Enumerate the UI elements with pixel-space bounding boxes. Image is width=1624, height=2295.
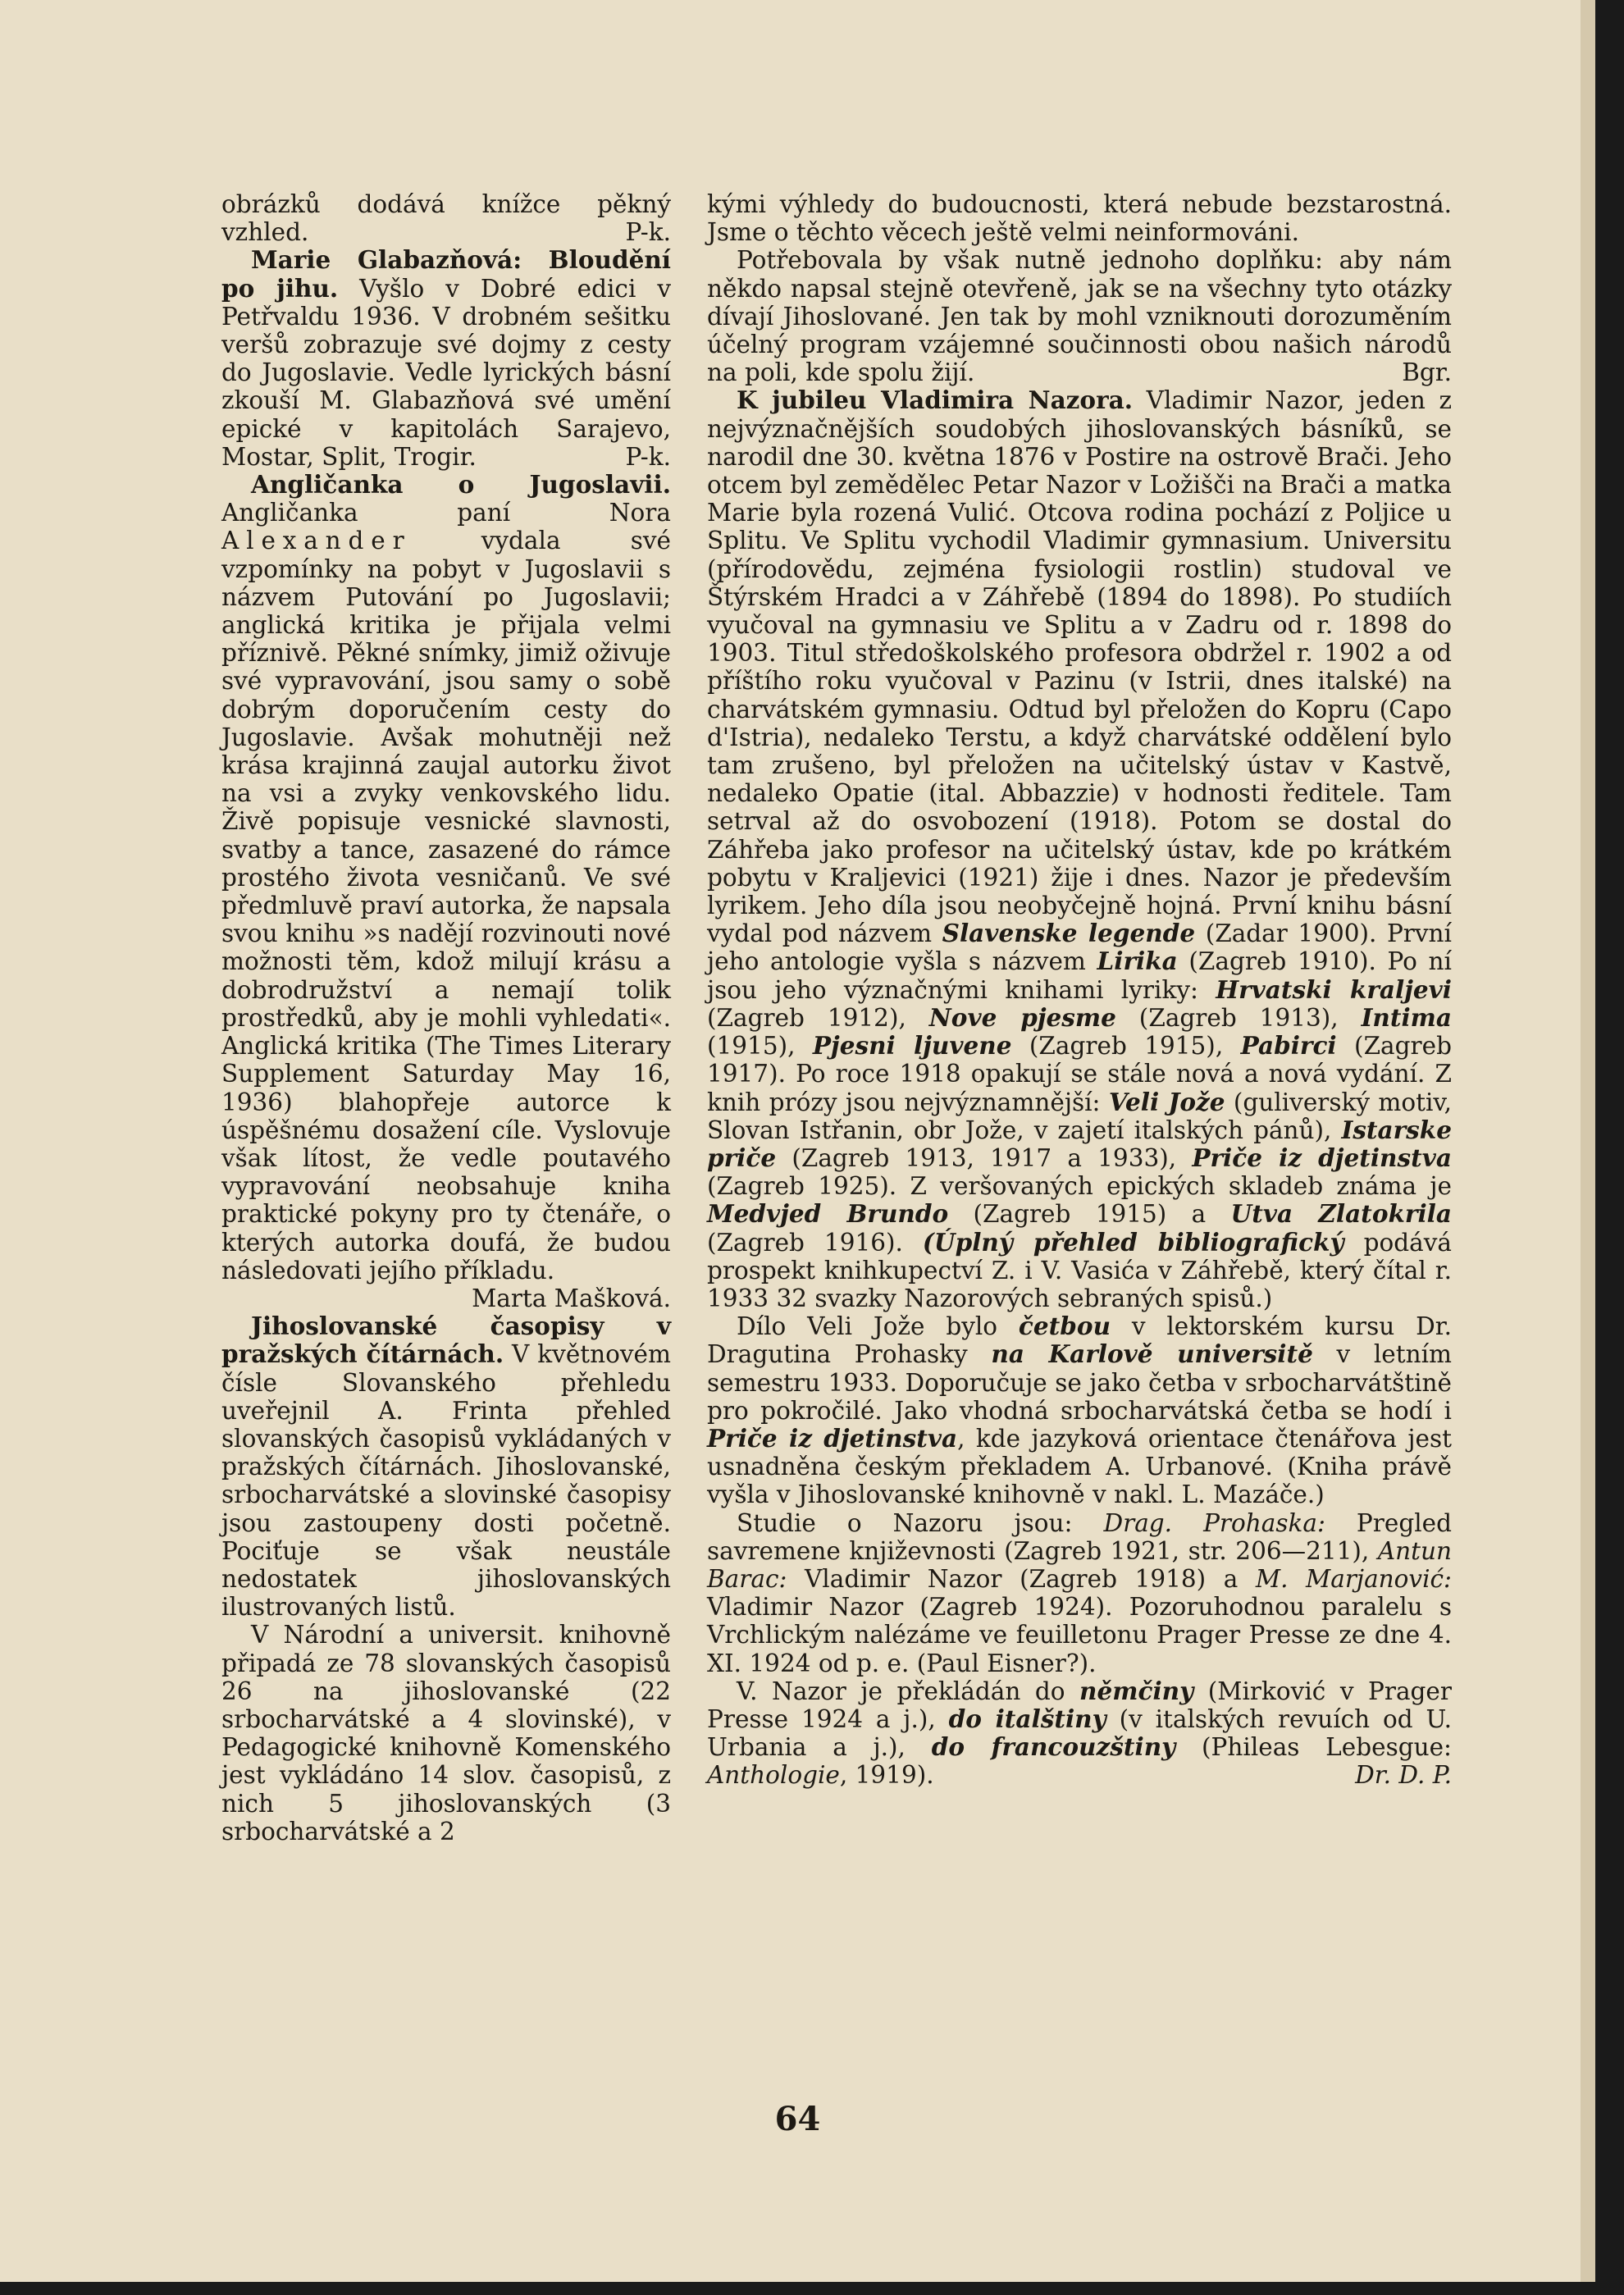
book-title: Anthologie (707, 1761, 840, 1790)
article-title: K jubileu Vladimira Nazora. (737, 386, 1134, 415)
article-casopisy: Jihoslovanské časopisy v pražských čítárnách. V květnovém čísle Slovanského přehledu uveřejnil A. Frinta přehled slovanských časopisů vykládaných v pražských čítárnách. Jihoslovanské, srbocharvátské a slovinské časopisy jsou zastoupeny dosti početně. Pociťuje se však neustále nedostatek jihoslovanských ilustrovaných listů. (221, 1312, 671, 1622)
paragraph: Dílo Veli Jože bylo četbou v lektorském kursu Dr. Dragutina Prohasky na Karlově universitě v letním semestru 1933. Doporučuje se jako četba v srbocharvátštině pro pokročilé. Jako vhodná srbocharvátská četba se hodí i Priče iz djetinstva, kde jazyková orientace čtenářova jest usnadněna českým překladem A. Urbanové. (Kniha právě vyšla v Jihoslovanské knihovně v nakl. L. Mazáče.) (707, 1312, 1452, 1509)
book-title: Priče iz djetinstva (707, 1423, 958, 1453)
signature: Dr. D. P. (1355, 1761, 1452, 1790)
book-title: Utva Zlatokrila (1230, 1199, 1452, 1229)
author-name: Antun Barac: (707, 1536, 1452, 1593)
emphasis: do francouzštiny (931, 1732, 1176, 1762)
author-name: Drag. Prohaska: (1103, 1508, 1325, 1537)
book-title: Hrvatski kraljevi (1216, 974, 1453, 1004)
left-column (221, 190, 671, 1846)
emphasis: četbou (1018, 1312, 1111, 1341)
book-title: Pjesni ljuvene (812, 1031, 1012, 1061)
paragraph: Studie o Nazoru jsou: Drag. Prohaska: Pregled savremene književnosti (Zagreb 1921, str. 206—211), Antun Barac: Vladimir Nazor (Zagreb 1918) a M. Marjanović: Vladimir Nazor (Zagreb 1924). Pozoruhodnou paralelu s Vrchlickým nalézáme ve feuilletonu Prager Presse ze dne 4. XI. 1924 od p. e. (Paul Eisner?). (707, 1508, 1453, 1677)
book-title: Lirika (1097, 947, 1178, 976)
paragraph: V Národní a universit. knihovně připadá ze 78 slovanských časopisů 26 na jihoslovanské (22 srbocharvátské a 4 slovinské), v Pedagogické knihovně Komenského jest vykládáno 14 slov. časopisů, z nich 5 jihoslovanských (3 srbocharvátské a 2 (221, 1621, 671, 1846)
article-nazor: K jubileu Vladimira Nazora. Vladimir Nazor, jeden z nejvýznačnějších soudobých jihoslovanských básníků, se narodil dne 30. května 1876 v Postire na ostrově Brači. Jeho otcem byl zemědělec Petar Nazor v Ložišči na Brači a matka Marie byla rozená Vulić. Otcova rodina pochází z Poljice u Splitu. Ve Splitu vychodil Vladimir gymnasium. Universitu (přírodovědu, zejména fysiologii rostlin) studoval ve Štýrském Hradci a v Záhřebě (1894 do 1898). Po studiích vyučoval na gymnasiu ve Splitu a v Zadru od r. 1898 do 1903. Titul středoškolského profesora obdržel r. 1902 a od příštího roku vyučoval v Pazinu (v Istrii, dnes italské) na charvátském gymnasiu. Odtud byl přeložen do Kopru (Capo d'Istria), nedaleko Terstu, a když charvátské oddělení bylo tam zrušeno, byl přeložen na učitelský ústav v Kastvě, nedaleko Opatie (ital. Abbazzie) v hodnosti ředitele. Tam setrval až do osvobození (1918). Potom se dostal do Záhřeba jako profesor na učitelský ústav, kde po krátkém pobytu v Kraljevici (1921) žije i dnes. Nazor je především lyrikem. Jeho díla jsou neobyčejně hojná. První knihu básní vydal pod názvem Slavenske legende (Zadar 1900). První jeho antologie vyšla s názvem Lirika (Zagreb 1910). Po ní jsou jeho význačnými knihami lyriky: Hrvatski kraljevi (Zagreb 1912), Nove pjesme (Zagreb 1913), Intima (1915), Pjesni ljuvene (Zagreb 1915), Pabirci (Zagreb 1917). Po roce 1918 opakují se stále nová a nová vydání. Z knih prózy jsou nejvýznamnější: Veli Jože (guliverský motiv, Slovan Istřanin, obr Jože, v zajetí italských pánů), Istarske priče (Zagreb 1913, 1917 a 1933), Priče iz djetinstva (Zagreb 1925). Z veršovaných epických skladeb známa je Medvjed Brundo (Zagreb 1915) a Utva Zlatokrila (Zagreb 1916). (Úplný přehled bibliografický podává prospekt knihkupectví Z. i V. Vasića v Záhřebě, který čítal r. 1933 32 svazky Nazorových sebraných spisů.) (707, 386, 1453, 1312)
emphasis: do italštiny (948, 1704, 1106, 1733)
paragraph: obrázků dodává knížce pěkný vzhled. P-k. (221, 190, 671, 247)
paragraph: V. Nazor je překládán do němčiny (Mirković v Prager Presse 1924 a j.), do italštiny (v italských revuích od U. Urbania a j.), do francouzštiny (Phileas Lebesgue: Anthologie, 1919). Dr. D. P. (707, 1676, 1452, 1790)
book-title: Priče iz djetinstva (1192, 1143, 1452, 1172)
signature: P-k. (625, 442, 671, 471)
article-title: Angličanka o Jugoslavii. (251, 470, 671, 500)
paragraph: kými výhledy do budoucnosti, která nebude bezstarostná. Jsme o těchto věcech ještě velmi neinformováni. (707, 190, 1452, 247)
book-title: Istarske priče (707, 1115, 1452, 1172)
spaced-name: Alexander (221, 527, 412, 555)
signature: Marta Mašková. (472, 1284, 671, 1312)
author-name: M. Marjanović: (1255, 1564, 1452, 1593)
signature: Bgr. (1402, 358, 1452, 387)
signature: P-k. (625, 218, 671, 247)
paragraph: Potřebovala by však nutně jednoho doplňku: aby nám někdo napsal stejně otevřeně, jak se na všechny tyto otázky dívají Jihoslované. Jen tak by mohl vzniknouti dorozuměním účelný program vzájemné součinnosti obou našich národů na poli, kde spolu žijí. Bgr. (707, 246, 1452, 387)
book-title: Nove pjesme (928, 1002, 1116, 1032)
article-glabaznova: Marie Glabazňová: Bloudění po jihu. Vyšlo v Dobré edici v Petřvaldu 1936. V drobném sešitku veršů zobrazuje své dojmy z cesty do Jugoslavie. Vedle lyrických básní zkouší M. Glabazňová své umění epické v kapitolách Sarajevo, Mostar, Split, Trogir. P-k. (221, 245, 671, 471)
article-title: Jihoslovanské časopisy v pražských čítárnách. (221, 1312, 671, 1369)
page-number: 64 (774, 2100, 821, 2138)
article-title: Marie Glabazňová: Bloudění po jihu. (221, 245, 671, 303)
book-title: Medvjed Brundo (707, 1199, 949, 1229)
book-title: Intima (1361, 1002, 1453, 1032)
emphasis: němčiny (1079, 1676, 1194, 1705)
right-column (707, 190, 1452, 1790)
emphasis: na Karlově universitě (991, 1339, 1313, 1369)
book-title: Slavenske legende (942, 919, 1196, 948)
article-anglicanka: Angličanka o Jugoslavii. Angličanka paní Nora Alexander vydala své vzpomínky na pobyt v Jugoslavii s názvem Putování po Jugoslavii; anglická kritika je přijala velmi příznivě. Pěkné snímky, jimiž oživuje své vypravování, jsou samy o sobě dobrým doporučením cesty do Jugoslavie. Avšak mohutněji než krása krajinná zaujal autorku život na vsi a zvyky venkovského lidu. Živě popisuje vesnické slavnosti, svatby a tance, zasazené do rámce prostého života vesničanů. Ve své předmluvě praví autorka, že napsala svou knihu »s nadějí rozvinouti nové možnosti těm, kdož milují krásu a dobrodružství a nemají tolik prostředků, aby je mohli vyhledati«. Anglická kritika (The Times Literary Supplement Saturday May 16, 1936) blahopřeje autorce k úspěšnému dosažení cíle. Vyslovuje však lítost, že vedle poutavého vypravování neobsahuje kniha praktické pokyny pro ty čtenáře, o kterých autorka doufá, že budou následovati jejího příkladu. Marta Mašková. (221, 470, 671, 1312)
italic-note: (Úplný přehled bibliografický (922, 1227, 1344, 1257)
book-title: Veli Jože (1108, 1087, 1225, 1116)
book-title: Pabirci (1240, 1031, 1337, 1061)
